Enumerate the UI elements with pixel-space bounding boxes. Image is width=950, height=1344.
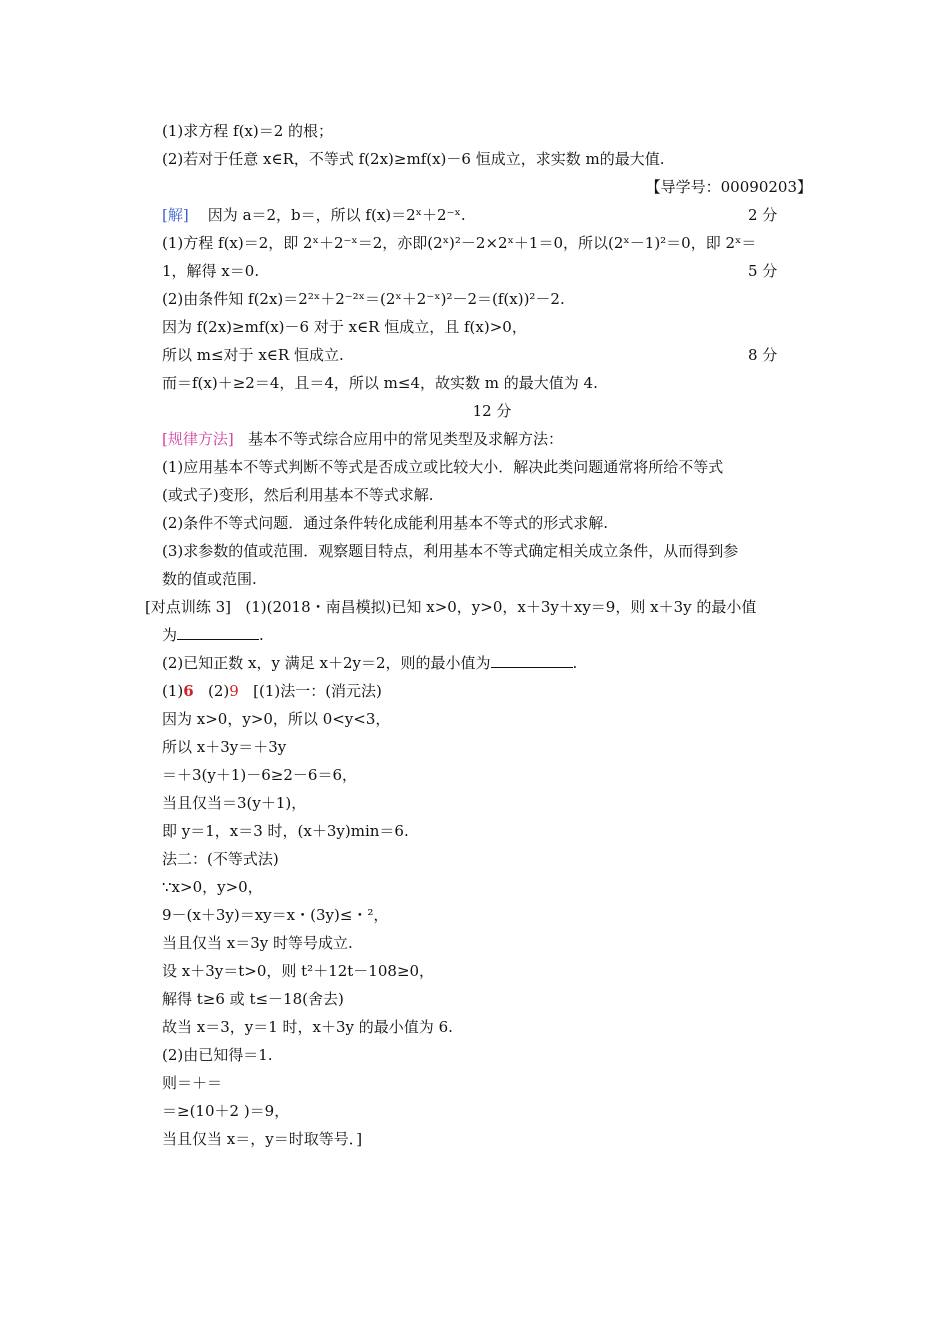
score-2: 5 分	[748, 262, 778, 280]
answer-step: 设 x＋3y＝t>0，则 t²＋12t－108≥0，	[162, 962, 435, 980]
answer-step: 当且仅当 x＝3y 时等号成立.	[162, 934, 353, 952]
solution-line-3: 1，解得 x＝0.	[162, 262, 260, 280]
method-tag: [规律方法]	[162, 430, 234, 448]
answer-step: 法二：(不等式法)	[162, 850, 279, 868]
method-line-1a: (1)应用基本不等式判断不等式是否成立或比较大小．解决此类问题通常将所给不等式	[162, 458, 724, 476]
answer-step: 因为 x>0，y>0，所以 0<y<3，	[162, 710, 391, 728]
training-line-2	[162, 622, 812, 648]
answer-step: 则＝＋＝	[162, 1074, 223, 1092]
answer-step: 解得 t≥6 或 t≤－18(舍去)	[162, 990, 344, 1008]
method-line-3b: 数的值或范围.	[162, 570, 257, 588]
solution-tag: [解]	[162, 206, 189, 224]
answer-step: (2)由已知得＝1.	[162, 1046, 273, 1064]
training-q2-end: .	[572, 654, 578, 672]
answer-value-2: 9	[229, 682, 239, 700]
answer-step: ＝≥(10＋2 )＝9，	[162, 1102, 290, 1120]
answer-blank-2	[491, 651, 573, 668]
answer-step: 所以 x＋3y＝＋3y	[162, 738, 287, 756]
guide-code: 【导学号：00090203】	[645, 178, 812, 196]
solution-line-7: 而＝f(x)＋≥2＝4，且＝4，所以 m≤4，故实数 m 的最大值为 4.	[162, 374, 598, 392]
answer-blank-1	[177, 623, 259, 640]
method-line-2: (2)条件不等式问题．通过条件转化成能利用基本不等式的形式求解.	[162, 514, 609, 532]
method-title: 基本不等式综合应用中的常见类型及求解方法：	[248, 430, 564, 448]
solution-text-1: 因为 a＝2，b＝，所以 f(x)＝2ˣ＋2⁻ˣ.	[207, 206, 466, 224]
training-tag: [对点训练 3]	[145, 598, 232, 616]
method-line-1b: (或式子)变形，然后利用基本不等式求解.	[162, 486, 434, 504]
solution-line-5: 因为 f(2x)≥mf(x)－6 对于 x∈R 恒成立，且 f(x)>0，	[162, 318, 527, 336]
training-q1a: (1)(2018・南昌模拟)已知 x>0，y>0，x＋3y＋xy＝9，则 x＋3y 的最小值	[245, 598, 757, 616]
method-line-3a: (3)求参数的值或范围．观察题目特点，利用基本不等式确定相关成立条件，从而得到参	[162, 542, 739, 560]
question-part-1: (1)求方程 f(x)＝2 的根；	[162, 122, 334, 140]
score-3: 8 分	[748, 346, 778, 364]
solution-line-2: (1)方程 f(x)＝2，即 2ˣ＋2⁻ˣ＝2，亦即(2ˣ)²－2×2ˣ＋1＝0，所以(2ˣ－1)²＝0，即 2ˣ＝	[162, 234, 757, 252]
answer-step: 当且仅当 x＝，y＝时取等号．]	[162, 1130, 363, 1148]
answer-head: [(1)法一：(消元法)	[253, 682, 382, 700]
method-heading	[162, 426, 812, 452]
training-line-1	[145, 594, 795, 620]
training-q1b-end: .	[259, 626, 264, 644]
answer-step: 故当 x＝3，y＝1 时，x＋3y 的最小值为 6.	[162, 1018, 453, 1036]
answer-line	[162, 678, 812, 704]
solution-line-4: (2)由条件知 f(2x)＝2²ˣ＋2⁻²ˣ＝(2ˣ＋2⁻ˣ)²－2＝(f(x))²－2.	[162, 290, 565, 308]
answer-prefix-1: (1)	[162, 682, 184, 700]
answer-step: ＝＋3(y＋1)－6≥2－6＝6，	[162, 766, 358, 784]
answer-prefix-2: (2)	[208, 682, 230, 700]
answer-step: 当且仅当＝3(y＋1)，	[162, 794, 307, 812]
question-part-2: (2)若对于任意 x∈R，不等式 f(2x)≥mf(x)－6 恒成立，求实数 m的最大值.	[162, 150, 665, 168]
training-line-3	[162, 650, 812, 676]
training-q2: (2)已知正数 x，y 满足 x＋2y＝2，则的最小值为	[162, 654, 491, 672]
answer-step: ∵x>0，y>0，	[162, 878, 263, 896]
solution-line-6: 所以 m≤对于 x∈R 恒成立.	[162, 346, 344, 364]
solution-line-1	[162, 202, 812, 228]
answer-step: 9－(x＋3y)＝xy＝x・(3y)≤・²，	[162, 906, 389, 924]
answer-value-1: 6	[183, 682, 194, 700]
score-4: 12 分	[472, 402, 512, 420]
score-1: 2 分	[748, 206, 778, 224]
training-q1b: 为	[162, 626, 178, 644]
answer-step: 即 y＝1，x＝3 时，(x＋3y)min＝6.	[162, 822, 409, 840]
